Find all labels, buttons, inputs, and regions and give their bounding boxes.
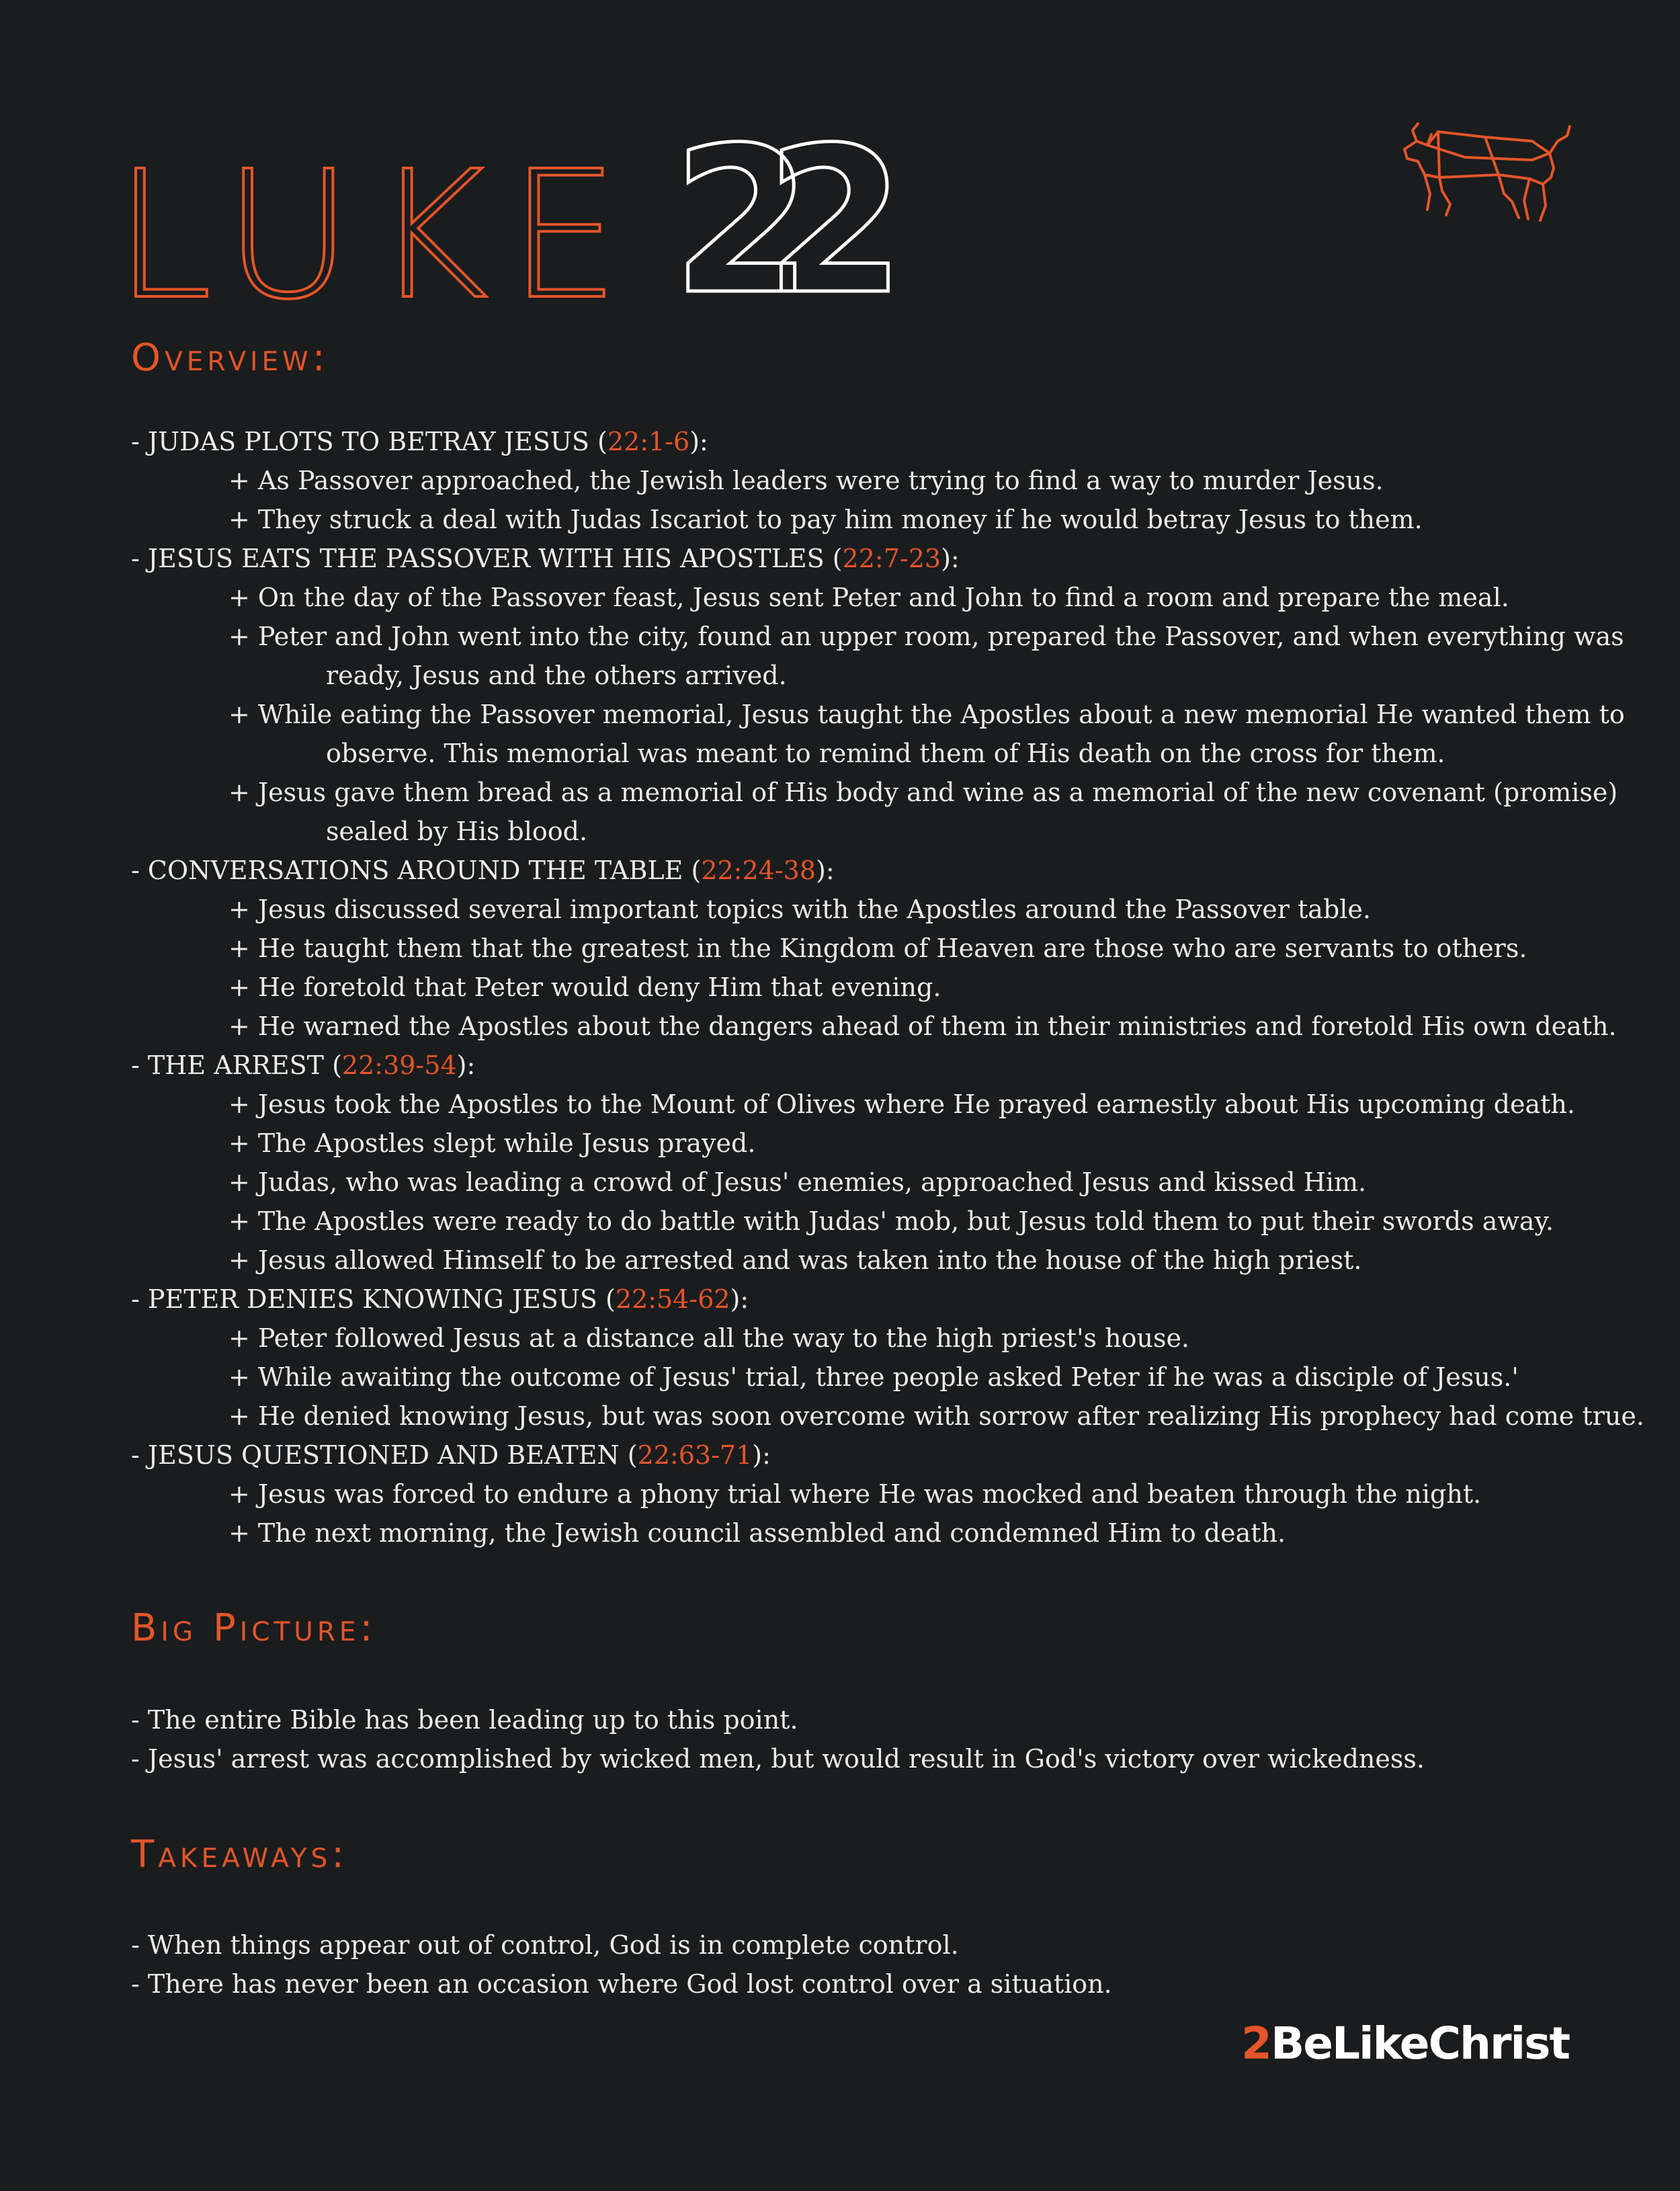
takeaways-list (131, 1926, 1576, 2003)
scripture-reference: 22:7-23 (842, 544, 941, 573)
takeaways-heading: Takeaways: (131, 1833, 349, 1876)
overview-heading: Overview: (131, 336, 329, 380)
overview-section-title: - CONVERSATIONS AROUND THE TABLE (22:24-38): (131, 856, 835, 885)
list-item: + They struck a deal with Judas Iscariot to pay him money if he would betray Jesus to them. (228, 505, 1423, 534)
list-item: + Peter and John went into the city, found an upper room, prepared the Passover, and when everything was (228, 622, 1624, 651)
scripture-reference: 22:39-54 (341, 1050, 457, 1080)
list-item: + The Apostles slept while Jesus prayed. (228, 1128, 756, 1158)
scripture-reference: 22:63-71 (637, 1440, 753, 1470)
overview-section-title: - JESUS QUESTIONED AND BEATEN (22:63-71): (131, 1440, 771, 1470)
overview-section-title: - JESUS EATS THE PASSOVER WITH HIS APOSTLES (22:7-23): (131, 544, 960, 573)
scripture-reference: 22:24-38 (701, 856, 816, 885)
list-item: + He taught them that the greatest in the Kingdom of Heaven are those who are servants to others. (228, 934, 1527, 963)
list-item: observe. This memorial was meant to remind them of His death on the cross for them. (326, 739, 1445, 768)
list-item: + Jesus gave them bread as a memorial of His body and wine as a memorial of the new covenant (promise) (228, 778, 1618, 807)
list-item: + He denied knowing Jesus, but was soon overcome with sorrow after realizing His prophecy had come true. (228, 1401, 1644, 1431)
list-item: + Judas, who was leading a crowd of Jesus' enemies, approached Jesus and kissed Him. (228, 1167, 1367, 1197)
list-item: + While awaiting the outcome of Jesus' trial, three people asked Peter if he was a disciple of Jesus.' (228, 1362, 1519, 1392)
chapter-number: 22 (672, 104, 859, 339)
list-item: + Peter followed Jesus at a distance all the way to the high priest's house. (228, 1323, 1190, 1353)
list-item: + As Passover approached, the Jewish leaders were trying to find a way to murder Jesus. (228, 466, 1384, 495)
list-item: - When things appear out of control, God is in complete control. (131, 1930, 959, 1960)
list-item: + He foretold that Peter would deny Him that evening. (228, 973, 941, 1002)
scripture-reference: 22:54-62 (615, 1284, 730, 1314)
overview-list (131, 422, 1644, 1553)
list-item: + Jesus took the Apostles to the Mount of Olives where He prayed earnestly about His upcoming death. (228, 1089, 1575, 1119)
bull-line-art-icon (1398, 121, 1572, 222)
big-picture-heading: Big Picture: (131, 1606, 377, 1650)
list-item: - The entire Bible has been leading up to this point. (131, 1705, 798, 1735)
book-title: LUKE (114, 133, 640, 338)
overview-section-title: - THE ARREST (22:39-54): (131, 1050, 476, 1080)
list-item: sealed by His blood. (326, 817, 588, 846)
list-item: - Jesus' arrest was accomplished by wicked men, but would result in God's victory over wickedness. (131, 1744, 1425, 1774)
list-item: - There has never been an occasion where God lost control over a situation. (131, 1969, 1112, 1999)
list-item: + Jesus was forced to endure a phony trial where He was mocked and beaten through the night. (228, 1479, 1482, 1509)
list-item: + The next morning, the Jewish council assembled and condemned Him to death. (228, 1518, 1286, 1548)
overview-section-title: - JUDAS PLOTS TO BETRAY JESUS (22:1-6): (131, 427, 708, 456)
list-item: ready, Jesus and the others arrived. (326, 661, 787, 690)
list-item: + He warned the Apostles about the dangers ahead of them in their ministries and foretold His own death. (228, 1011, 1617, 1041)
list-item: + On the day of the Passover feast, Jesus sent Peter and John to find a room and prepare the meal. (228, 583, 1509, 612)
list-item: + The Apostles were ready to do battle with Judas' mob, but Jesus told them to put their swords away. (228, 1206, 1554, 1236)
overview-section-title: - PETER DENIES KNOWING JESUS (22:54-62): (131, 1284, 749, 1314)
list-item: + Jesus allowed Himself to be arrested and was taken into the house of the high priest. (228, 1245, 1362, 1275)
list-item: + Jesus discussed several important topics with the Apostles around the Passover table. (228, 895, 1371, 924)
list-item: + While eating the Passover memorial, Jesus taught the Apostles about a new memorial He wanted them to (228, 700, 1625, 729)
big-picture-list (131, 1700, 1576, 1778)
scripture-reference: 22:1-6 (607, 427, 690, 456)
brand-logo: 2BeLikeChrist (1241, 2018, 1569, 2069)
